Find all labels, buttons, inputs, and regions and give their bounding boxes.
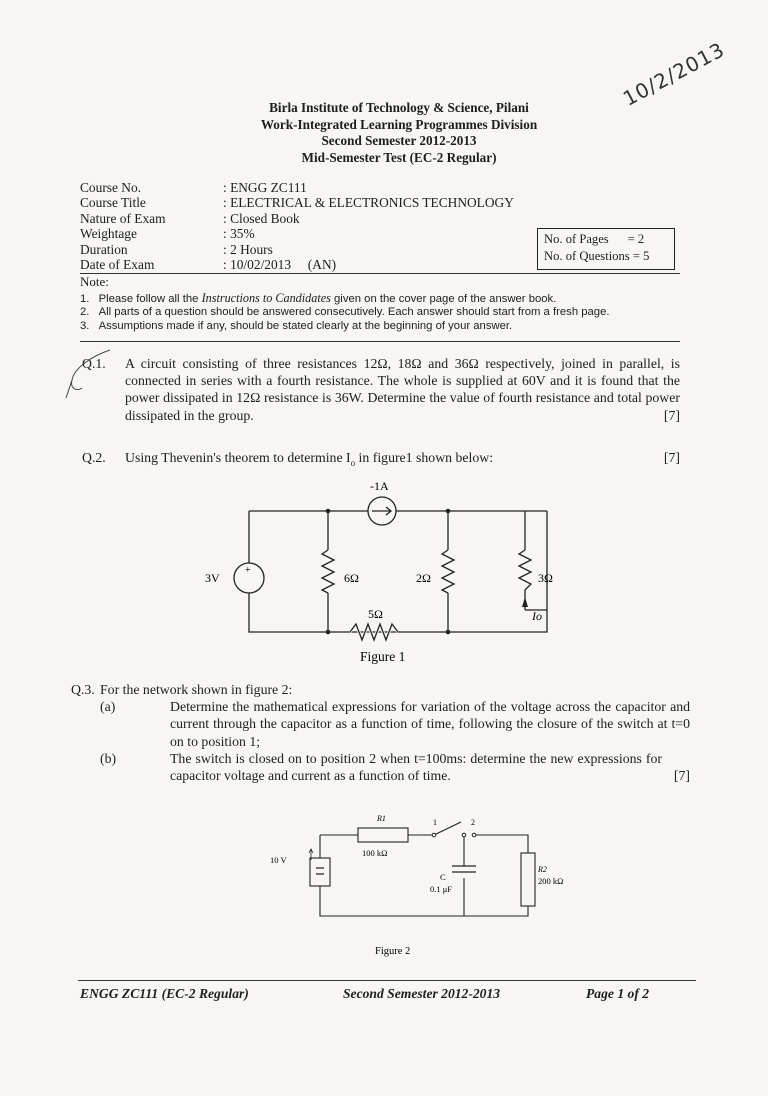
current-source-label: -1A xyxy=(370,479,389,493)
duration-value: : 2 Hours xyxy=(223,241,273,257)
note-1-instructions: Instructions to Candidates xyxy=(201,291,331,305)
figure-1-caption: Figure 1 xyxy=(360,649,406,664)
divider-notes xyxy=(80,341,680,342)
weightage-label: Weightage xyxy=(80,226,137,242)
footer-semester: Second Semester 2012-2013 xyxy=(343,986,501,1001)
resistor-r2 xyxy=(521,853,535,906)
question-3b-text: The switch is closed on to position 2 when t=100ms: determine the new expressions for capacitor voltage and current as a function of time. xyxy=(170,750,662,784)
r1-label: R1 xyxy=(377,814,386,823)
note-1-number: 1. xyxy=(80,293,90,305)
battery-10v xyxy=(310,858,330,886)
question-2-text-b: in figure1 shown below: xyxy=(355,450,494,465)
plus-sign: + xyxy=(245,565,251,576)
exam-nature-label: Nature of Exam xyxy=(80,210,166,226)
switch-pivot xyxy=(432,833,436,837)
note-3-number: 3. xyxy=(80,320,90,332)
fig1-3ohm-wire xyxy=(525,511,547,610)
exam-date-value: : 10/02/2013 (AN) xyxy=(223,257,337,272)
question-3-number: Q.3. xyxy=(71,682,95,697)
note-3 xyxy=(80,320,512,333)
node-dot xyxy=(446,630,451,635)
node-dot xyxy=(446,509,451,514)
course-title-value: : ELECTRICAL & ELECTRONICS TECHNOLOGY xyxy=(223,195,514,211)
course-no-value: : ENGG ZC111 xyxy=(223,180,307,195)
switch-pos-1: 1 xyxy=(433,818,437,827)
note-1-text-c: given on the cover page of the answer book. xyxy=(330,293,557,305)
question-3b-label: (b) xyxy=(100,750,117,766)
figure-1-circuit xyxy=(190,470,590,670)
r2-value: 200 kΩ xyxy=(538,876,564,886)
question-3-intro: For the network shown in figure 2: xyxy=(100,682,293,697)
node-dot xyxy=(326,630,331,635)
footer-page: Page 1 of 2 xyxy=(586,986,650,1001)
test-title: Mid-Semester Test (EC-2 Regular) xyxy=(301,149,497,165)
exam-date-label: Date of Exam xyxy=(80,257,155,272)
question-2-text-a: Using Thevenin's theorem to determine I xyxy=(125,450,351,465)
fig1-outer-wire xyxy=(249,511,547,632)
question-1 xyxy=(80,355,680,424)
switch-contact-1 xyxy=(462,833,466,837)
questions-count: No. of Questions = 5 xyxy=(544,249,650,263)
footer-divider xyxy=(78,980,696,981)
institute-name: Birla Institute of Technology & Science, Pilani xyxy=(269,100,529,115)
label-5ohm: 5Ω xyxy=(368,607,383,621)
question-3-part-a xyxy=(80,698,690,750)
exam-header xyxy=(0,100,768,166)
label-3ohm: 3Ω xyxy=(538,571,553,585)
r2-label: R2 xyxy=(538,865,547,874)
note-1 xyxy=(80,292,556,306)
c-value: 0.1 μF xyxy=(430,884,453,894)
note-1-text-a: Please follow all the xyxy=(98,293,202,305)
question-2-subscript: o xyxy=(350,457,356,468)
switch-contact-2 xyxy=(472,833,476,837)
weightage-value: : 35% xyxy=(223,226,255,242)
capacitor xyxy=(452,866,476,872)
question-3-marks: [7] xyxy=(673,768,690,783)
note-3-text: Assumptions made if any, should be stated clearly at the beginning of your answer. xyxy=(98,320,513,332)
note-2 xyxy=(80,306,610,319)
question-2-marks: [7] xyxy=(663,450,680,465)
question-3a-label: (a) xyxy=(100,699,116,715)
r1-value: 100 kΩ xyxy=(362,848,388,858)
course-title-label: Course Title xyxy=(80,195,146,211)
voltage-source-label: 3V xyxy=(205,571,220,585)
question-3a-text: Determine the mathematical expressions for variation of the voltage across the capacitor and current through the capacitor as a function of time, following the closure of the switch at t=0 on to position 1; xyxy=(170,699,690,749)
switch-pos-2: 2 xyxy=(471,818,475,827)
question-3-part-b xyxy=(80,750,690,784)
label-2ohm: 2Ω xyxy=(416,571,431,585)
exam-nature-value: : Closed Book xyxy=(223,210,300,226)
node-dot xyxy=(326,509,331,514)
footer-course: ENGG ZC111 (EC-2 Regular) xyxy=(80,986,249,1001)
question-1-number: Q.1. xyxy=(82,356,106,371)
question-2-text xyxy=(125,449,680,472)
figure-2-circuit xyxy=(250,808,590,968)
resistor-2ohm xyxy=(442,550,454,593)
question-1-marks: [7] xyxy=(663,407,680,423)
question-2 xyxy=(80,449,680,472)
resistor-r1 xyxy=(358,828,408,842)
pages-questions-box xyxy=(537,228,675,270)
pages-count: No. of Pages = 2 xyxy=(544,232,645,246)
pen-mark xyxy=(62,346,122,406)
fig2-right-wire xyxy=(464,835,528,853)
io-arrow-icon xyxy=(522,597,528,607)
semester: Second Semester 2012-2013 xyxy=(321,133,477,149)
switch-arm xyxy=(434,822,461,835)
label-io: Io xyxy=(532,609,542,623)
question-2-number: Q.2. xyxy=(82,450,106,465)
fig2-bottom-wire xyxy=(320,835,528,916)
duration-label: Duration xyxy=(80,241,128,257)
resistor-6ohm xyxy=(322,550,334,593)
divider-top xyxy=(80,273,680,274)
question-3 xyxy=(71,681,690,784)
notes-title: Note: xyxy=(80,274,109,289)
course-no-label: Course No. xyxy=(80,180,141,195)
source-label: 10 V xyxy=(270,855,287,865)
handwritten-date: 10/2/2013 xyxy=(618,37,729,111)
division-name: Work-Integrated Learning Programmes Division xyxy=(260,116,538,132)
question-1-text: A circuit consisting of three resistances 12Ω, 18Ω and 36Ω respectively, joined in parallel, is connected in series with a fourth resistance. The whole is supplied at 60V and it is found that the power dissipated in 12Ω resistance is 36W. Determine the value of fourth resistance and total power dissipated in the group. xyxy=(125,356,680,423)
figure-2-caption: Figure 2 xyxy=(375,946,411,957)
label-6ohm: 6Ω xyxy=(344,571,359,585)
c-label: C xyxy=(440,872,446,882)
note-2-text: All parts of a question should be answered consecutively. Each answer should start from a fresh page. xyxy=(98,306,610,318)
note-2-number: 2. xyxy=(80,306,90,318)
